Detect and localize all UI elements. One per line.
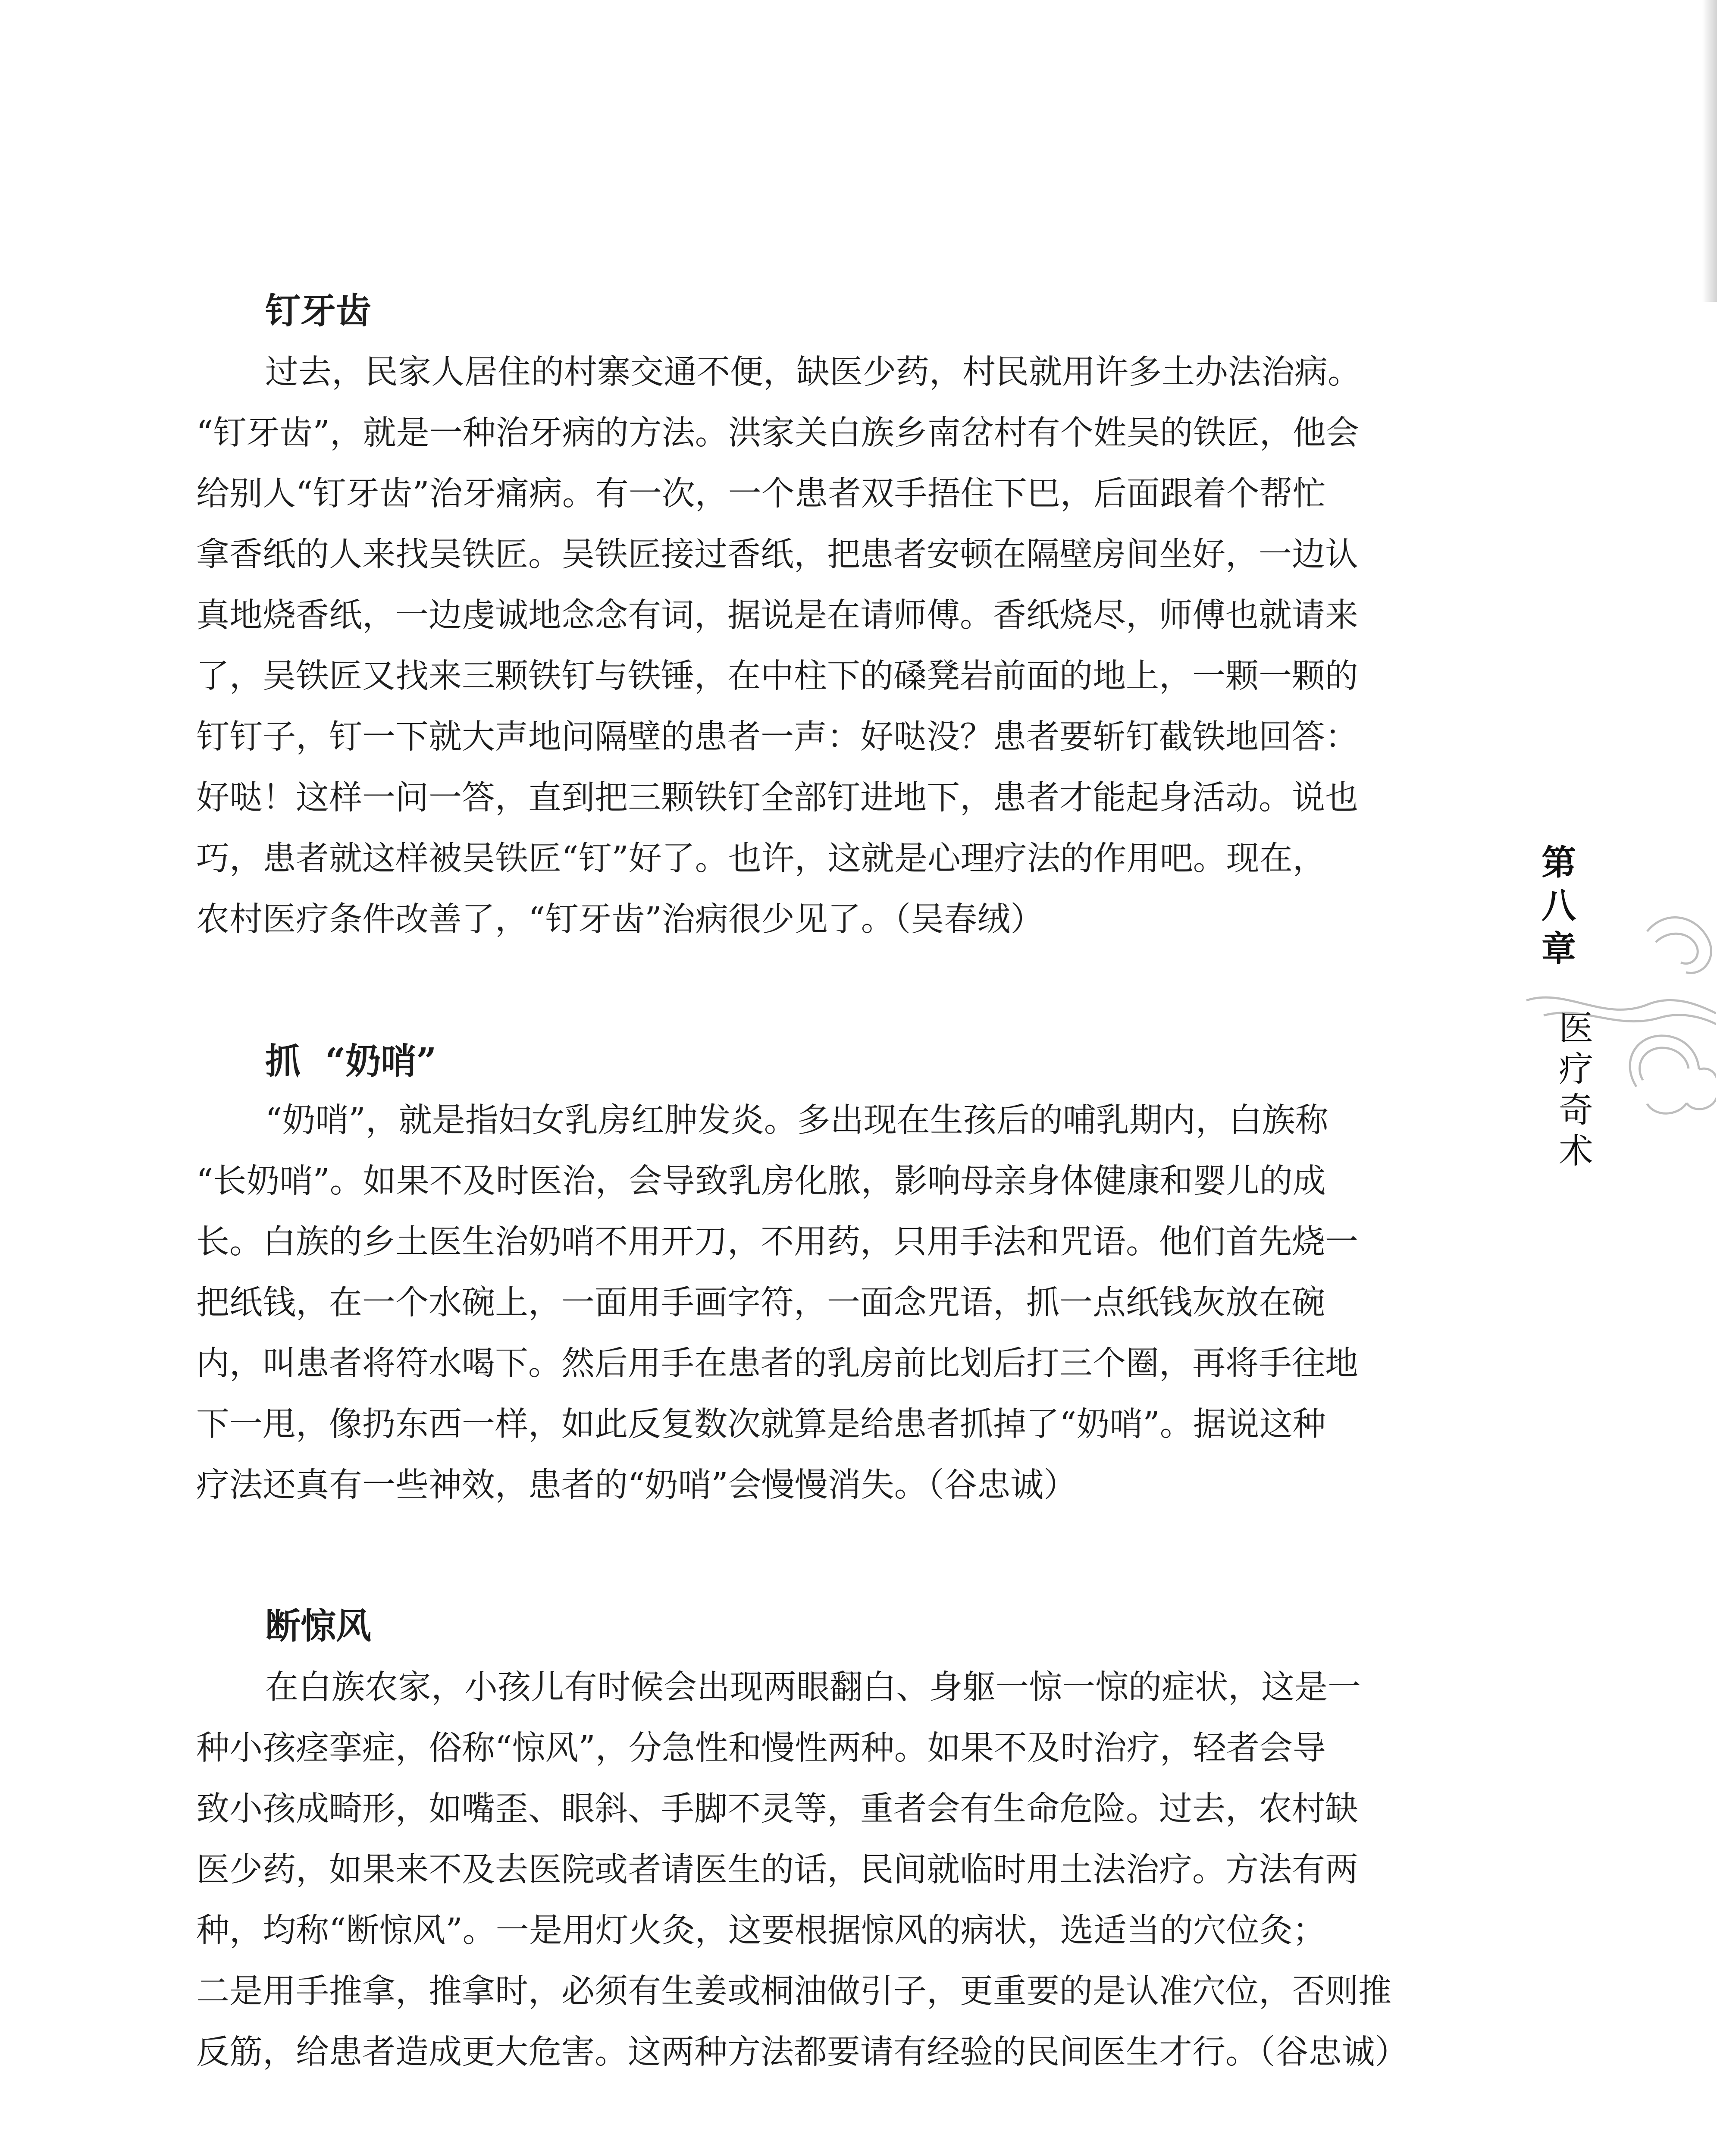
paragraph-line: 真地烧香纸，一边虔诚地念念有词，据说是在请师傅。香纸烧尽，师傅也就请来: [196, 596, 1358, 635]
subject-char: 奇: [1559, 1090, 1593, 1130]
subject-char: 术: [1559, 1131, 1593, 1171]
paragraph-line: 过去，民家人居住的村寨交通不便，缺医少药，村民就用许多土办法治病。: [265, 353, 1361, 392]
paragraph-line: 巧，患者就这样被吴铁匠“钉”好了。也许，这就是心理疗法的作用吧。现在，: [196, 840, 1326, 878]
paragraph-line: 反筋，给患者造成更大危害。这两种方法都要请有经验的民间医生才行。（谷忠诚）: [196, 2033, 1408, 2071]
paragraph-line: “钉牙齿”，就是一种治牙病的方法。洪家关白族乡南岔村有个姓吴的铁匠，他会: [196, 414, 1359, 452]
section-title: 抓 “奶哨”: [265, 1040, 437, 1082]
paragraph-line: 致小孩成畸形，如嘴歪、眼斜、手脚不灵等，重者会有生命危险。过去，农村缺: [196, 1790, 1358, 1828]
paragraph-line: 疗法还真有一些神效，患者的“奶哨”会慢慢消失。（谷忠诚）: [196, 1466, 1077, 1504]
paragraph-line: 种，均称“断惊风”。一是用灯火灸，这要根据惊风的病状，选适当的穴位灸；: [196, 1912, 1326, 1950]
paragraph-line: 在白族农家，小孩儿有时候会出现两眼翻白、身躯一惊一惊的症状，这是一: [265, 1668, 1361, 1707]
chapter-side-tab: [1518, 842, 1716, 1216]
section-title: 断惊风: [265, 1605, 372, 1647]
chapter-char: 八: [1542, 885, 1576, 926]
subject-char: 疗: [1559, 1049, 1593, 1089]
paragraph-line: 医少药，如果来不及去医院或者请医生的话，民间就临时用土法治疗。方法有两: [196, 1851, 1358, 1889]
paragraph-line: 长。白族的乡土医生治奶哨不用开刀，不用药，只用手法和咒语。他们首先烧一: [196, 1223, 1358, 1261]
subject-char: 医: [1559, 1008, 1593, 1048]
paragraph-line: 拿香纸的人来找吴铁匠。吴铁匠接过香纸，把患者安顿在隔壁房间坐好，一边认: [196, 536, 1358, 574]
paragraph-line: 下一甩，像扔东西一样，如此反复数次就算是给患者抓掉了“奶哨”。据说这种: [196, 1405, 1326, 1444]
paragraph-line: 农村医疗条件改善了，“钉牙齿”治病很少见了。（吴春绒）: [196, 900, 1044, 939]
paragraph-line: 好哒！这样一问一答，直到把三颗铁钉全部钉进地下，患者才能起身活动。说也: [196, 779, 1358, 817]
paragraph-line: 二是用手推拿，推拿时，必须有生姜或桐油做引子，更重要的是认准穴位，否则推: [196, 1972, 1391, 2011]
chapter-char: 章: [1542, 928, 1576, 969]
paragraph-line: 了，吴铁匠又找来三颗铁钉与铁锤，在中柱下的磉凳岩前面的地上，一颗一颗的: [196, 657, 1358, 696]
chapter-char: 第: [1542, 842, 1576, 883]
paragraph-line: 钉钉子，钉一下就大声地问隔壁的患者一声：好哒没？患者要斩钉截铁地回答：: [196, 718, 1358, 756]
paragraph-line: 种小孩痉挛症，俗称“惊风”，分急性和慢性两种。如果不及时治疗，轻者会导: [196, 1729, 1326, 1767]
paragraph-line: “奶哨”，就是指妇女乳房红肿发炎。多出现在生孩后的哺乳期内，白族称: [265, 1101, 1328, 1140]
paragraph-line: 给别人“钉牙齿”治牙痛病。有一次，一个患者双手捂住下巴，后面跟着个帮忙: [196, 475, 1326, 513]
paragraph-line: 内，叫患者将符水喝下。然后用手在患者的乳房前比划后打三个圈，再将手往地: [196, 1344, 1358, 1383]
paragraph-line: 把纸钱，在一个水碗上，一面用手画字符，一面念咒语，抓一点纸钱灰放在碗: [196, 1284, 1325, 1322]
paragraph-line: “长奶哨”。如果不及时医治，会导致乳房化脓，影响母亲身体健康和婴儿的成: [196, 1162, 1326, 1200]
section-title: 钉牙齿: [265, 290, 372, 332]
page-spine-shadow: [1702, 0, 1717, 302]
